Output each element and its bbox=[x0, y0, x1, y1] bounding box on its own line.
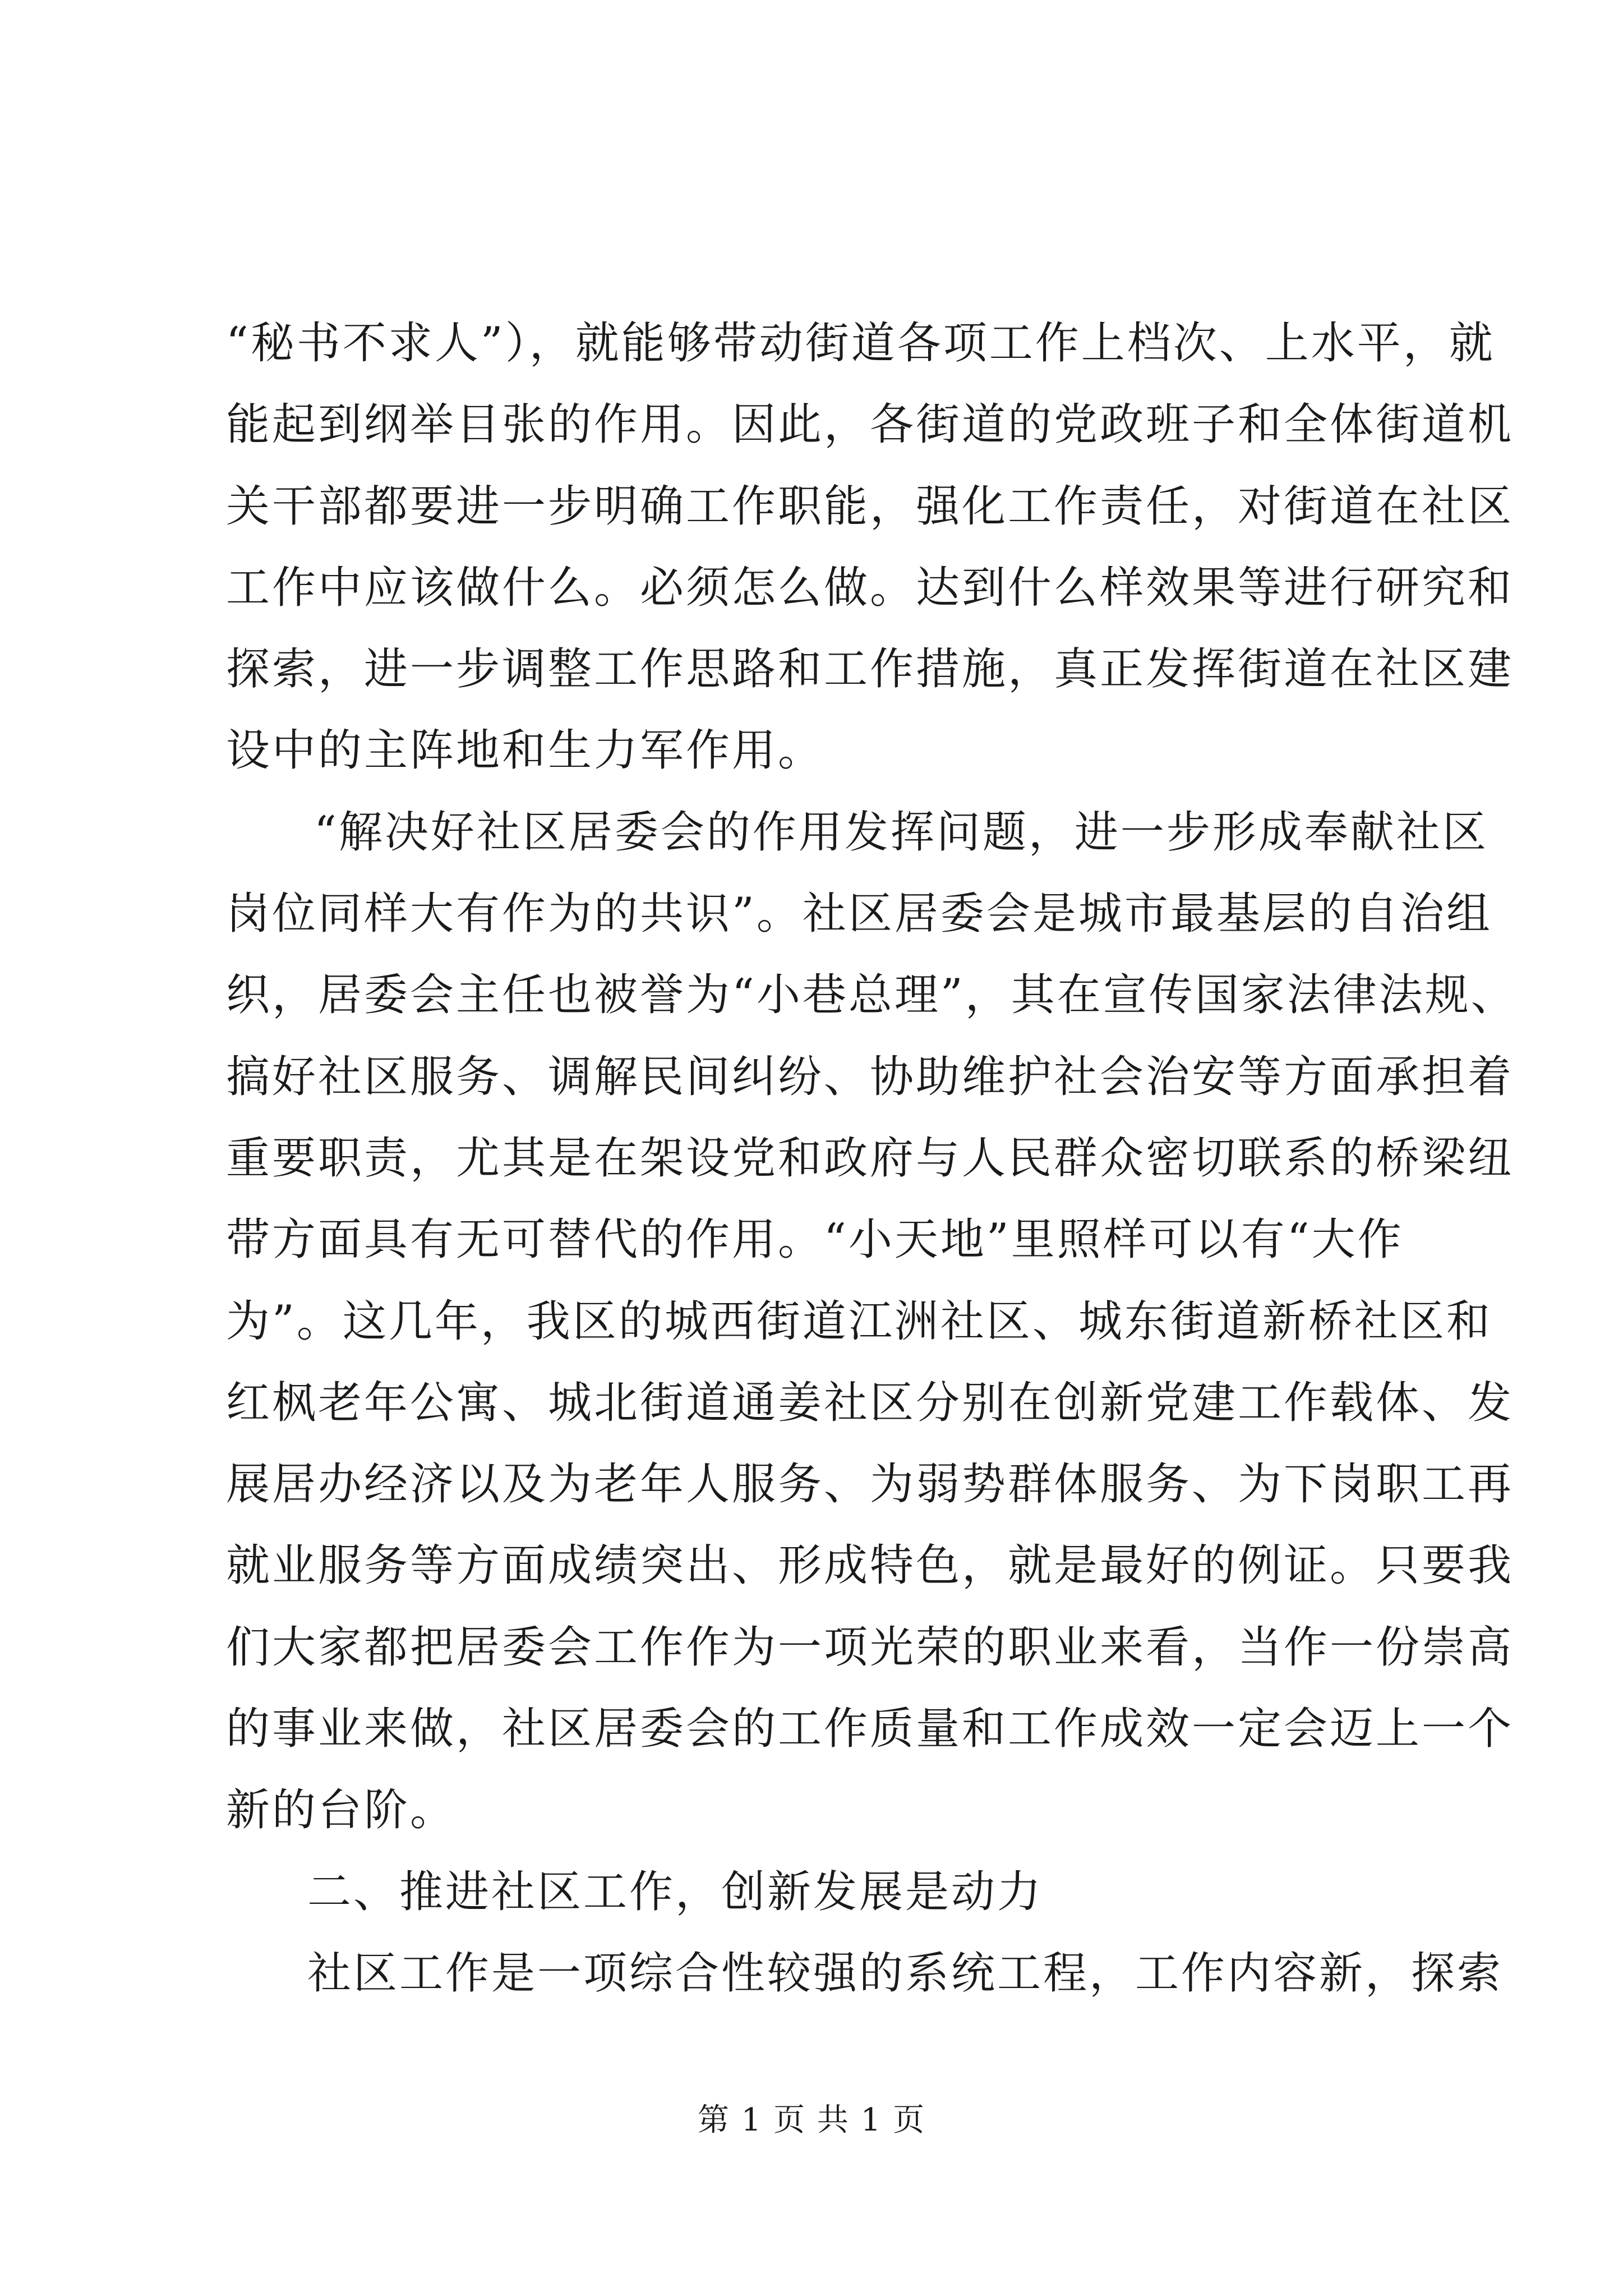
text-line: 们大家都把居委会工作作为一项光荣的职业来看，当作一份崇高 bbox=[226, 1622, 1514, 1673]
text-line: 带方面具有无可替代的作用。“小天地”里照样可以有“大作 bbox=[226, 1214, 1404, 1266]
text-line: 展居办经济以及为老年人服务、为弱势群体服务、为下岗职工再 bbox=[226, 1459, 1514, 1510]
text-line: 织，居委会主任也被誉为“小巷总理”，其在宣传国家法律法规、 bbox=[226, 970, 1517, 1021]
text-line: “秘书不求人”），就能够带动街道各项工作上档次、上水平，就 bbox=[226, 318, 1495, 369]
text-line: 为”。这几年，我区的城西街道江洲社区、城东街道新桥社区和 bbox=[226, 1296, 1492, 1347]
page-footer: 第 1 页 共 1 页 bbox=[697, 2102, 926, 2138]
text-line: 设中的主阵地和生力军作用。 bbox=[226, 725, 824, 776]
text-line: 搞好社区服务、调解民间纠纷、协助维护社会治安等方面承担着 bbox=[226, 1051, 1514, 1102]
paragraph-start-line: “解决好社区居委会的作用发挥问题，进一步形成奉献社区 bbox=[314, 807, 1488, 858]
document-body bbox=[226, 303, 1517, 2014]
text-line: 重要职责，尤其是在架设党和政府与人民群众密切联系的桥梁纽 bbox=[226, 1133, 1514, 1184]
text-line: 就业服务等方面成绩突出、形成特色，就是最好的例证。只要我 bbox=[226, 1540, 1514, 1591]
text-line: 红枫老年公寓、城北街道通姜社区分别在创新党建工作载体、发 bbox=[226, 1377, 1514, 1428]
text-line: 关干部都要进一步明确工作职能，强化工作责任，对街道在社区 bbox=[226, 481, 1514, 532]
text-line: 岗位同样大有作为的共识”。社区居委会是城市最基层的自治组 bbox=[226, 889, 1492, 940]
section-heading: 二、推进社区工作，创新发展是动力 bbox=[307, 1866, 1044, 1917]
text-line: 能起到纲举目张的作用。因此，各街道的党政班子和全体街道机 bbox=[226, 399, 1514, 450]
paragraph-start-line: 社区工作是一项综合性较强的系统工程，工作内容新，探索 bbox=[307, 1948, 1504, 1999]
text-line: 新的台阶。 bbox=[226, 1785, 457, 1836]
text-line: 工作中应该做什么。必须怎么做。达到什么样效果等进行研究和 bbox=[226, 562, 1514, 613]
text-line: 探索，进一步调整工作思路和工作措施，真正发挥街道在社区建 bbox=[226, 644, 1514, 695]
text-line: 的事业来做，社区居委会的工作质量和工作成效一定会迈上一个 bbox=[226, 1704, 1514, 1755]
